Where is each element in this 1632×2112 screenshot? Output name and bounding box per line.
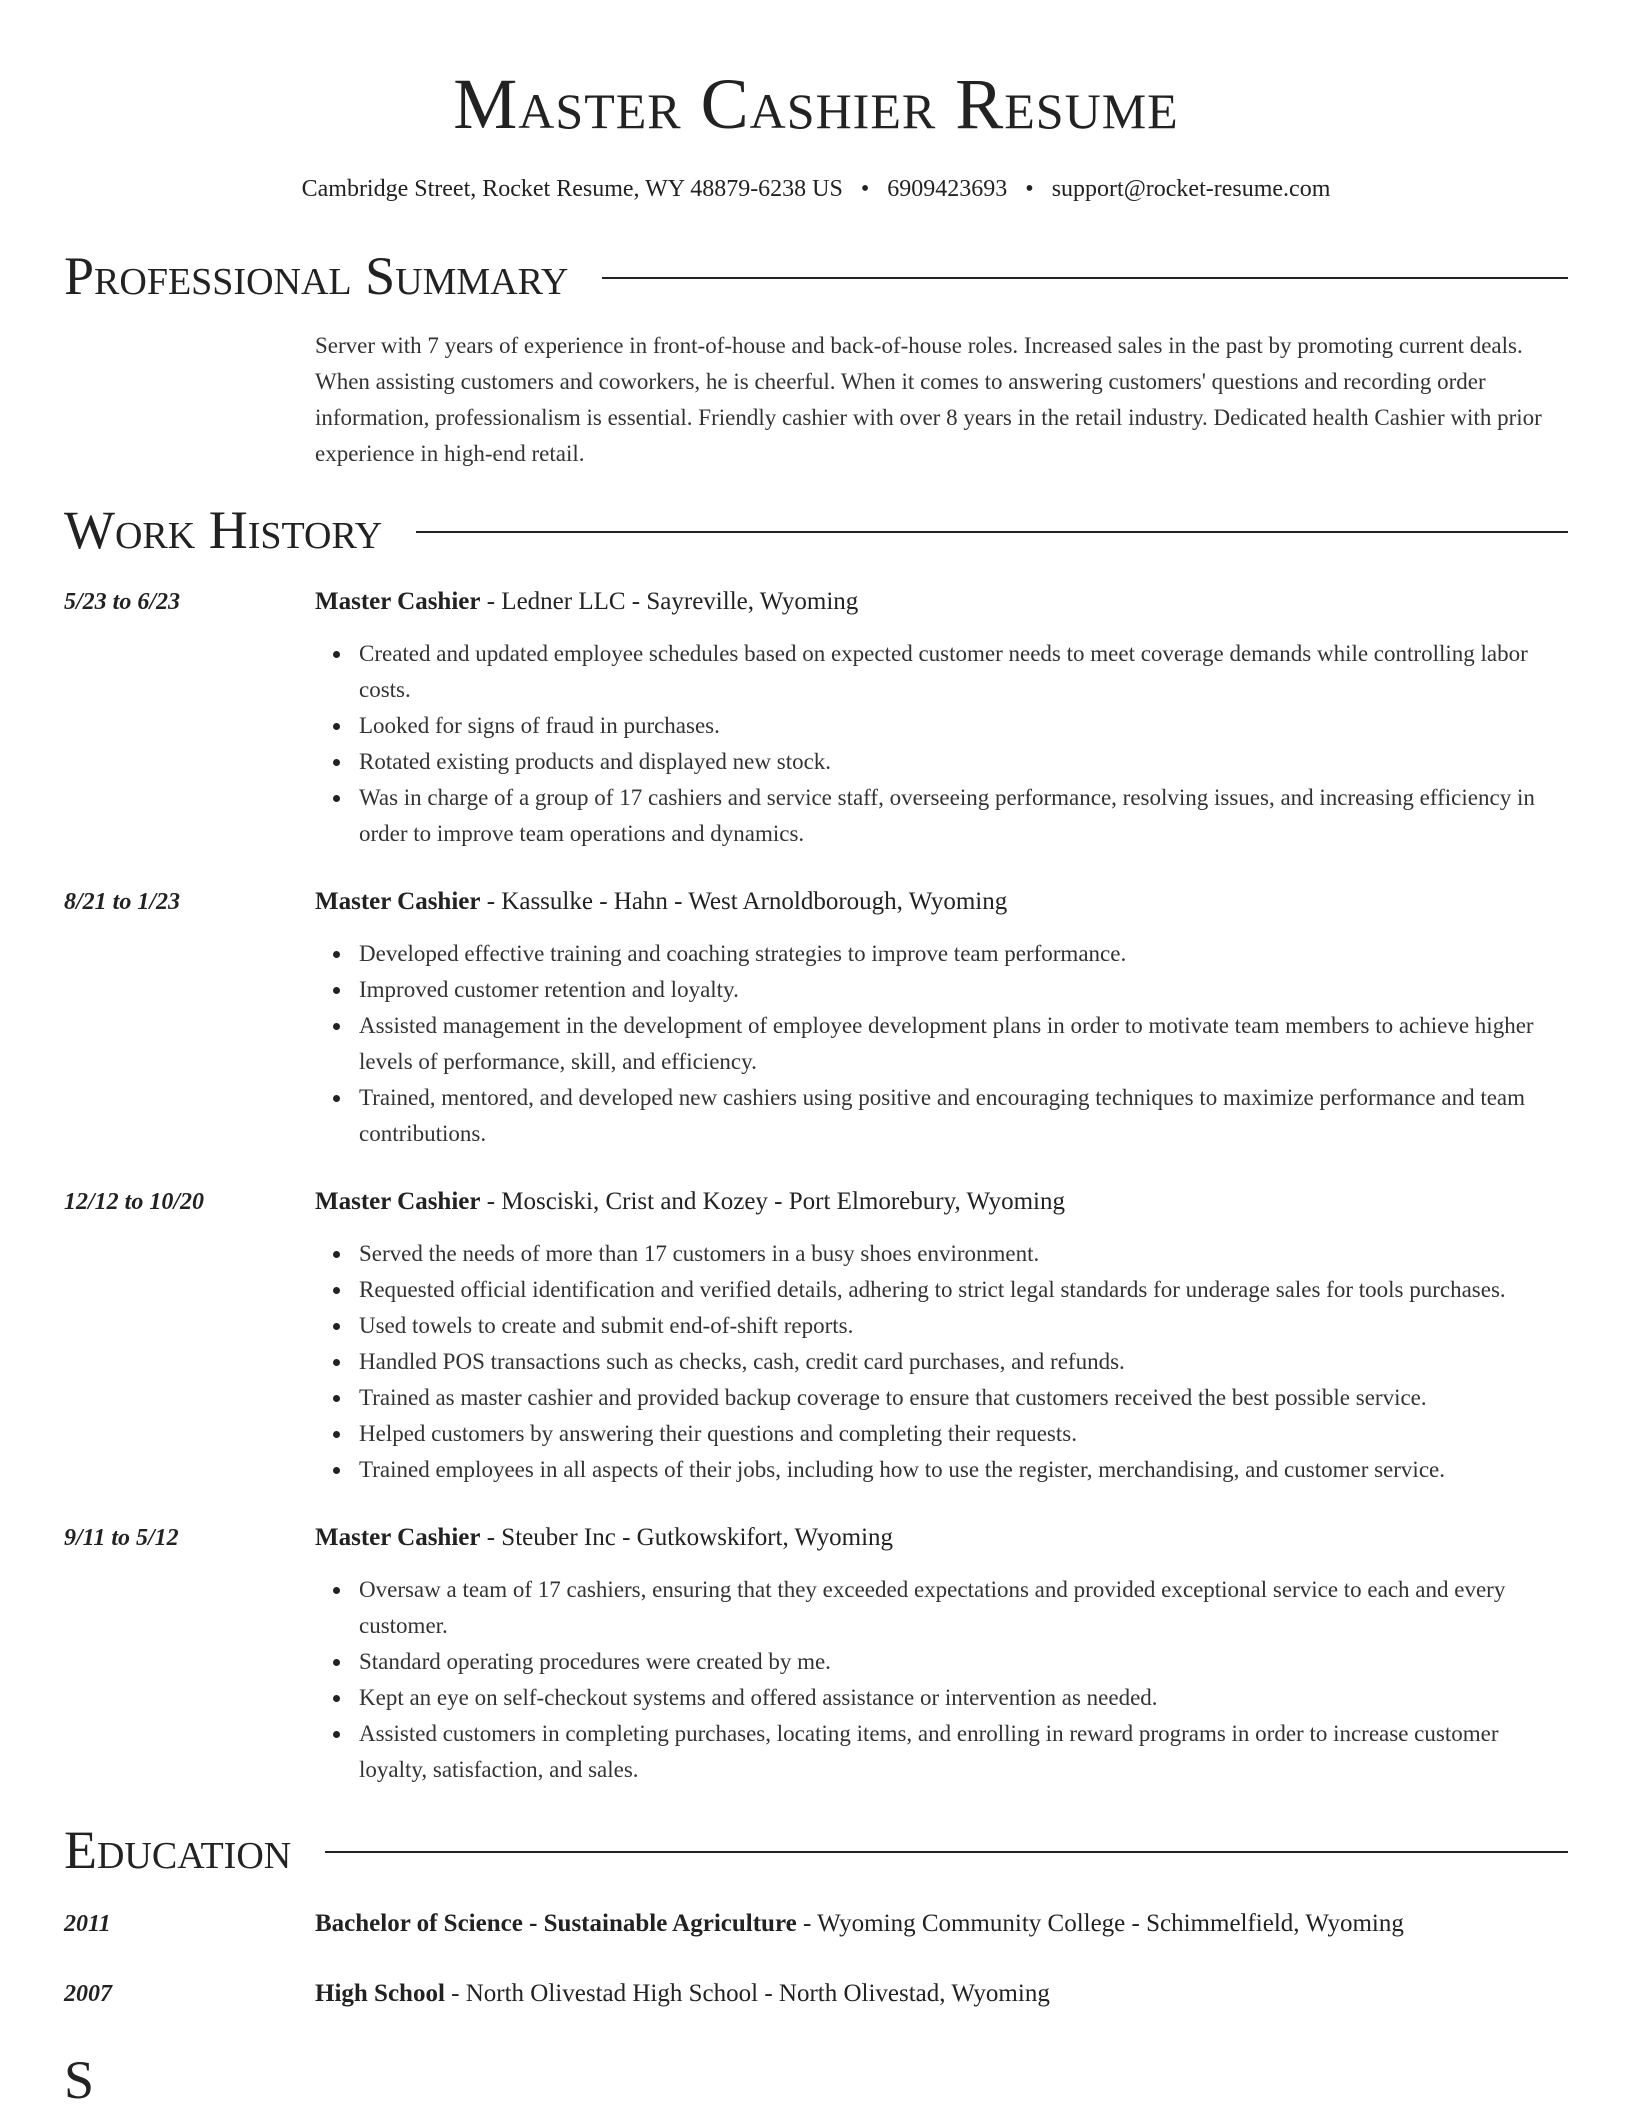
education-school: - North Olivestad High School - North Olivestad, Wyoming — [444, 1980, 1050, 2007]
job-bullet: Kept an eye on self-checkout systems and offered assistance or intervention as needed. — [359, 1680, 1568, 1716]
job-body — [315, 1184, 1568, 1488]
job-bullet: Oversaw a team of 17 cashiers, ensuring that they exceeded expectations and provided exceptional service to each and every customer. — [359, 1572, 1568, 1644]
job-entry — [64, 884, 1568, 1152]
education-entry — [64, 1906, 1568, 1942]
education-school: - Wyoming Community College - Schimmelfield, Wyoming — [796, 1910, 1404, 1937]
job-entry — [64, 1520, 1568, 1788]
job-bullet: Trained, mentored, and developed new cashiers using positive and encouraging techniques to maximize performance and team contributions. — [359, 1080, 1568, 1152]
job-body — [315, 1520, 1568, 1788]
job-heading — [315, 1520, 1568, 1556]
job-bullet: Trained as master cashier and provided backup coverage to ensure that customers received the best possible service. — [359, 1380, 1568, 1416]
summary-text: Server with 7 years of experience in front-of-house and back-of-house roles. Increased sales in the past by promoting current deals. When assisting customers and coworkers, he is cheerful. When it comes to answering customers' questions and recording order information, professionalism is essential. Friendly cashier with over 8 years in the retail industry. Dedicated health Cashier with prior experience in high-end retail. — [315, 333, 1542, 466]
job-dates: 9/11 to 5/12 — [64, 1525, 179, 1551]
job-bullets — [359, 936, 1568, 1152]
job-entry — [64, 1184, 1568, 1488]
job-title: Master Cashier — [315, 1188, 481, 1215]
job-dates: 8/21 to 1/23 — [64, 889, 181, 915]
contact-line — [64, 174, 1568, 204]
job-bullet: Trained employees in all aspects of their jobs, including how to use the register, merchandising, and customer service. — [359, 1452, 1568, 1488]
job-bullet: Handled POS transactions such as checks, cash, credit card purchases, and refunds. — [359, 1344, 1568, 1380]
job-company-location: - Mosciski, Crist and Kozey - Port Elmorebury, Wyoming — [480, 1188, 1066, 1215]
work-history-list — [64, 584, 1568, 1788]
job-bullet: Assisted management in the development of employee development plans in order to motivate team members to achieve higher levels of performance, skill, and efficiency. — [359, 1008, 1568, 1080]
job-dates: 12/12 to 10/20 — [64, 1189, 205, 1215]
education-year: 2011 — [64, 1911, 111, 1937]
contact-email: support@rocket-resume.com — [1051, 176, 1331, 202]
job-bullet: Helped customers by answering their questions and completing their requests. — [359, 1416, 1568, 1452]
job-company-location: - Steuber Inc - Gutkowskifort, Wyoming — [480, 1524, 894, 1551]
education-body — [315, 1976, 1568, 2012]
job-bullet: Looked for signs of fraud in purchases. — [359, 708, 1568, 744]
contact-separator: • — [1025, 176, 1034, 202]
section-header-work-history — [64, 498, 1568, 562]
section-title: Professional Summary — [64, 246, 569, 306]
job-bullet: Used towels to create and submit end-of-shift reports. — [359, 1308, 1568, 1344]
job-bullet: Improved customer retention and loyalty. — [359, 972, 1568, 1008]
job-heading — [315, 584, 1568, 620]
education-list — [64, 1906, 1568, 2012]
section-header-education — [64, 1818, 1568, 1882]
job-title: Master Cashier — [315, 588, 481, 615]
education-heading — [315, 1976, 1568, 2012]
contact-phone: 6909423693 — [887, 176, 1008, 202]
education-body — [315, 1906, 1568, 1942]
education-degree: Bachelor of Science - Sustainable Agriculture — [315, 1910, 797, 1937]
education-degree: High School — [315, 1980, 445, 2007]
job-bullet: Served the needs of more than 17 customers in a busy shoes environment. — [359, 1236, 1568, 1272]
section-header-summary — [64, 244, 1568, 308]
section-title: Education — [64, 1820, 292, 1880]
job-entry — [64, 584, 1568, 852]
section-divider — [602, 277, 1568, 279]
job-body — [315, 584, 1568, 852]
resume-title: Master Cashier Resume — [453, 64, 1179, 144]
job-body — [315, 884, 1568, 1152]
education-heading — [315, 1906, 1568, 1942]
education-entry — [64, 1976, 1568, 2012]
job-heading — [315, 1184, 1568, 1220]
job-bullet: Requested official identification and verified details, adhering to strict legal standards for underage sales for tools purchases. — [359, 1272, 1568, 1308]
job-title: Master Cashier — [315, 1524, 481, 1551]
job-bullet: Standard operating procedures were created by me. — [359, 1644, 1568, 1680]
job-heading — [315, 884, 1568, 920]
job-bullet: Was in charge of a group of 17 cashiers and service staff, overseeing performance, resolving issues, and increasing efficiency in order to improve team operations and dynamics. — [359, 780, 1568, 852]
education-year: 2007 — [64, 1981, 112, 2007]
contact-separator: • — [860, 176, 870, 202]
job-bullet: Created and updated employee schedules based on expected customer needs to meet coverage demands while controlling labor costs. — [359, 636, 1568, 708]
job-bullets — [359, 1572, 1568, 1788]
job-bullet: Rotated existing products and displayed new stock. — [359, 744, 1568, 780]
job-company-location: - Kassulke - Hahn - West Arnoldborough, Wyoming — [480, 888, 1008, 915]
job-bullet: Assisted customers in completing purchases, locating items, and enrolling in reward programs in order to increase customer loyalty, satisfaction, and sales. — [359, 1716, 1568, 1788]
section-divider — [325, 1851, 1568, 1853]
section-divider — [416, 531, 1568, 533]
job-bullet: Developed effective training and coaching strategies to improve team performance. — [359, 936, 1568, 972]
job-title: Master Cashier — [315, 888, 481, 915]
job-bullets — [359, 1236, 1568, 1488]
job-bullets — [359, 636, 1568, 852]
job-company-location: - Ledner LLC - Sayreville, Wyoming — [480, 588, 859, 615]
contact-address: Cambridge Street, Rocket Resume, WY 48879-6238 US — [301, 176, 843, 202]
resume-page — [64, 0, 1568, 2112]
job-dates: 5/23 to 6/23 — [64, 589, 181, 615]
next-section-title-partial: S — [64, 2050, 95, 2110]
section-title: Work History — [64, 500, 383, 560]
